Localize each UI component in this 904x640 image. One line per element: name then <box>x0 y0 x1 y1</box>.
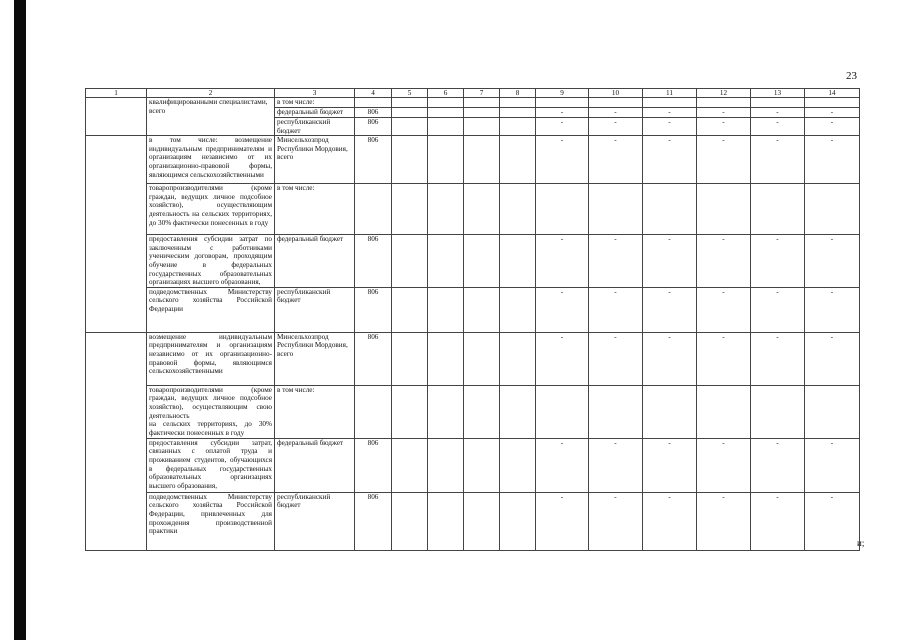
col-head: 7 <box>464 89 500 98</box>
activity-description: товаропроизводителями (кроме граждан, ведущих личное подсобное хозяйство), осуществляющим свою деятельность на сельских территориях, до 30% фактически понесенных в году <box>147 385 275 438</box>
value-cell: - <box>697 108 751 118</box>
value-cell <box>751 385 805 438</box>
value-cell: - <box>589 235 643 288</box>
value-cell: - <box>589 287 643 332</box>
value-cell: - <box>805 118 860 136</box>
ministry-code <box>355 184 392 235</box>
ministry-code: 806 <box>355 492 392 550</box>
col-head: 3 <box>275 89 355 98</box>
value-cell <box>751 98 805 108</box>
col-head: 5 <box>392 89 428 98</box>
ministry-code: 806 <box>355 235 392 288</box>
value-cell: - <box>751 287 805 332</box>
value-cell: - <box>643 136 697 184</box>
value-cell <box>589 184 643 235</box>
funding-source: в том числе: <box>275 184 355 235</box>
ministry-code: 806 <box>355 287 392 332</box>
value-cell: - <box>589 118 643 136</box>
value-cell <box>536 98 589 108</box>
value-cell: - <box>697 492 751 550</box>
ministry-code <box>355 385 392 438</box>
col-head: 13 <box>751 89 805 98</box>
table-row <box>86 184 860 235</box>
value-cell: - <box>805 332 860 385</box>
ministry-code: 806 <box>355 118 392 136</box>
value-cell: - <box>751 118 805 136</box>
table-row <box>86 98 860 108</box>
value-cell: - <box>643 438 697 492</box>
funding-source: Минсельхозпрод Республики Мордовия, всего <box>275 136 355 184</box>
funding-source: республиканский бюджет <box>275 118 355 136</box>
value-cell <box>589 98 643 108</box>
col-head: 12 <box>697 89 751 98</box>
value-cell <box>751 184 805 235</box>
col-head: 2 <box>147 89 275 98</box>
value-cell: - <box>643 492 697 550</box>
value-cell: - <box>805 108 860 118</box>
value-cell: - <box>536 118 589 136</box>
value-cell: - <box>751 438 805 492</box>
value-cell <box>589 385 643 438</box>
side-mark: и; <box>857 538 865 548</box>
value-cell: - <box>805 492 860 550</box>
ministry-code: 806 <box>355 438 392 492</box>
report-table <box>85 88 860 551</box>
funding-source: федеральный бюджет <box>275 438 355 492</box>
value-cell <box>643 184 697 235</box>
table-row <box>86 385 860 438</box>
funding-source: федеральный бюджет <box>275 235 355 288</box>
value-cell: - <box>643 108 697 118</box>
ministry-code: 806 <box>355 136 392 184</box>
value-cell: - <box>751 235 805 288</box>
column-number-row <box>86 89 860 98</box>
value-cell: - <box>589 108 643 118</box>
empty-cell <box>86 332 147 550</box>
activity-description: предоставления субсидии затрат, связанных с оплатой труда и проживанием студентов, обучающихся в федеральных государственных образовательных организациях высшего образования, <box>147 438 275 492</box>
table-row <box>86 438 860 492</box>
table-row <box>86 332 860 385</box>
value-cell: - <box>751 108 805 118</box>
col-head: 11 <box>643 89 697 98</box>
value-cell: - <box>751 332 805 385</box>
funding-source: республиканский бюджет <box>275 287 355 332</box>
empty-cell <box>86 98 147 136</box>
empty-cell <box>86 136 147 333</box>
value-cell: - <box>643 118 697 136</box>
ministry-code: 806 <box>355 108 392 118</box>
value-cell <box>697 385 751 438</box>
col-head: 8 <box>500 89 536 98</box>
value-cell: - <box>536 438 589 492</box>
value-cell: - <box>643 235 697 288</box>
value-cell: - <box>697 136 751 184</box>
activity-description: подведомственных Министерству сельского хозяйства Российской Федерации, привлеченных для прохождения производственной практики <box>147 492 275 550</box>
funding-source: республиканский бюджет <box>275 492 355 550</box>
col-head: 9 <box>536 89 589 98</box>
value-cell: - <box>751 136 805 184</box>
col-head: 14 <box>805 89 860 98</box>
activity-description: подведомственных Министерству сельского хозяйства Российской Федерации <box>147 287 275 332</box>
funding-source: в том числе: <box>275 385 355 438</box>
value-cell: - <box>589 438 643 492</box>
activity-description: квалифицированными специалистами, всего <box>147 98 275 136</box>
value-cell <box>643 98 697 108</box>
value-cell: - <box>536 108 589 118</box>
value-cell: - <box>697 438 751 492</box>
value-cell <box>805 98 860 108</box>
value-cell: - <box>589 332 643 385</box>
value-cell: - <box>805 136 860 184</box>
col-head: 6 <box>428 89 464 98</box>
value-cell: - <box>805 235 860 288</box>
table-row <box>86 235 860 288</box>
value-cell: - <box>536 235 589 288</box>
ministry-code: 806 <box>355 332 392 385</box>
col-head: 1 <box>86 89 147 98</box>
value-cell <box>805 385 860 438</box>
table-row <box>86 492 860 550</box>
value-cell: - <box>643 287 697 332</box>
funding-source: федеральный бюджет <box>275 108 355 118</box>
value-cell: - <box>589 492 643 550</box>
activity-description: предоставления субсидии затрат по заключенным с работниками ученическим договорам, проходящим обучение в федеральных государственных образовательных организациях высшего образования, <box>147 235 275 288</box>
value-cell: - <box>697 235 751 288</box>
value-cell: - <box>536 492 589 550</box>
value-cell <box>536 184 589 235</box>
col-head: 10 <box>589 89 643 98</box>
funding-source: Минсельхозпрод Республики Мордовия, всего <box>275 332 355 385</box>
value-cell <box>643 385 697 438</box>
value-cell: - <box>805 287 860 332</box>
activity-description: возмещение индивидуальным предпринимателям и организациям независимо от их организационно-правовой формы, являющимся сельскохозяйственными <box>147 332 275 385</box>
value-cell: - <box>536 136 589 184</box>
table-row <box>86 136 860 184</box>
col-head: 4 <box>355 89 392 98</box>
value-cell <box>805 184 860 235</box>
value-cell: - <box>643 332 697 385</box>
value-cell: - <box>805 438 860 492</box>
scan-edge-bar <box>14 0 26 640</box>
value-cell <box>536 385 589 438</box>
value-cell: - <box>536 287 589 332</box>
value-cell <box>697 184 751 235</box>
funding-source: в том числе: <box>275 98 355 108</box>
value-cell: - <box>697 118 751 136</box>
activity-description: товаропроизводителями (кроме граждан, ведущих личное подсобное хозяйство), осуществляющим деятельность на сельских территориях, до 30% фактически понесенных в году <box>147 184 275 235</box>
table-row <box>86 287 860 332</box>
value-cell: - <box>751 492 805 550</box>
value-cell: - <box>697 332 751 385</box>
page-number: 23 <box>846 70 857 82</box>
value-cell: - <box>697 287 751 332</box>
activity-description: в том числе: возмещение индивидуальным предпринимателям и организациям независимо от их организационно-правовой формы, являющимся сельскохозяйственными <box>147 136 275 184</box>
value-cell: - <box>536 332 589 385</box>
value-cell: - <box>589 136 643 184</box>
value-cell <box>697 98 751 108</box>
ministry-code <box>355 98 392 108</box>
